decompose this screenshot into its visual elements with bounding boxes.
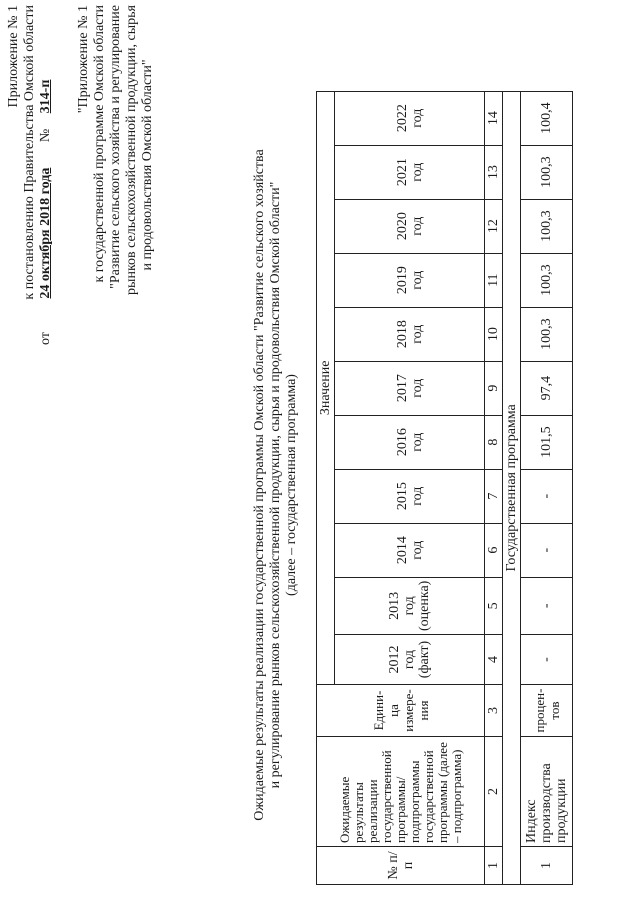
column-number: 13 <box>485 145 503 199</box>
annex-number: 314-п <box>38 79 53 114</box>
column-number: 1 <box>485 847 503 885</box>
row-value: 100,4 <box>521 91 573 145</box>
row-value: - <box>521 469 573 523</box>
year-cell: 2015 год <box>335 469 485 523</box>
prev-annex-block <box>76 5 156 385</box>
prev-annex-line: "Развитие сельского хозяйства и регулирование <box>108 5 123 289</box>
column-number: 14 <box>485 91 503 145</box>
header-value: Значение <box>317 91 335 684</box>
annex-title: Приложение № 1 <box>6 5 21 108</box>
header-results: Ожидаемые результаты реализации государственной программы/ подпрограммы государственной программы (далее – подпрограмма) <box>317 737 485 847</box>
year-cell: 2017 год <box>335 361 485 415</box>
prev-annex-line: и продовольствия Омской области" <box>140 59 155 271</box>
column-number: 12 <box>485 199 503 253</box>
row-number: 1 <box>521 847 573 885</box>
year-cell: 2022 год <box>335 91 485 145</box>
column-numbers-row <box>485 91 503 884</box>
annex-date-line <box>38 5 54 345</box>
column-number: 9 <box>485 361 503 415</box>
column-number: 8 <box>485 415 503 469</box>
section-row <box>503 91 521 884</box>
annex-number-label: № <box>38 128 53 143</box>
row-value: 101,5 <box>521 415 573 469</box>
prev-annex-line: к государственной программе Омской области <box>92 5 107 283</box>
row-value: 97,4 <box>521 361 573 415</box>
column-number: 7 <box>485 469 503 523</box>
row-unit: процен-тов <box>521 685 573 737</box>
results-table <box>316 91 573 885</box>
year-cell: 2012 год (факт) <box>335 635 485 685</box>
annex-from-label: от <box>38 332 53 345</box>
column-number: 5 <box>485 577 503 634</box>
table-header-row <box>317 91 335 884</box>
year-cell: 2018 год <box>335 307 485 361</box>
year-cell: 2014 год <box>335 523 485 577</box>
year-cell: 2020 год <box>335 199 485 253</box>
column-number: 4 <box>485 635 503 685</box>
row-value: 100,3 <box>521 199 573 253</box>
header-num: № п/п <box>317 847 485 885</box>
header-unit: Едини-ца измере-ния <box>317 685 485 737</box>
row-value: 100,3 <box>521 253 573 307</box>
row-value: - <box>521 635 573 685</box>
column-number: 2 <box>485 737 503 847</box>
document-title <box>252 75 300 895</box>
row-value: - <box>521 523 573 577</box>
title-line: Ожидаемые результаты реализации государственной программы Омской области "Развитие сельского хозяйства <box>252 149 267 821</box>
annex-date: 24 октября 2018 года <box>38 167 53 299</box>
row-name: Индекс производства продукции <box>521 737 573 847</box>
prev-annex-line: рынков сельскохозяйственной продукции, сырья <box>124 5 139 295</box>
section-label: Государственная программа <box>503 91 521 884</box>
year-cell: 2013 год (оценка) <box>335 577 485 634</box>
column-number: 6 <box>485 523 503 577</box>
title-line: и регулирование рынков сельскохозяйственной продукции, сырья и продовольствия Омской области" <box>268 181 283 789</box>
year-cell: 2021 год <box>335 145 485 199</box>
column-number: 11 <box>485 253 503 307</box>
row-value: 100,3 <box>521 307 573 361</box>
column-number: 10 <box>485 307 503 361</box>
row-value: 100,3 <box>521 145 573 199</box>
annex-decree-line: к постановлению Правительства Омской области <box>22 5 37 300</box>
title-line: (далее – государственная программа) <box>284 374 299 596</box>
column-number: 3 <box>485 685 503 737</box>
table-row <box>521 91 573 884</box>
year-cell: 2016 год <box>335 415 485 469</box>
year-cell: 2019 год <box>335 253 485 307</box>
prev-annex-line: "Приложение № 1 <box>76 5 91 114</box>
row-value: - <box>521 577 573 634</box>
